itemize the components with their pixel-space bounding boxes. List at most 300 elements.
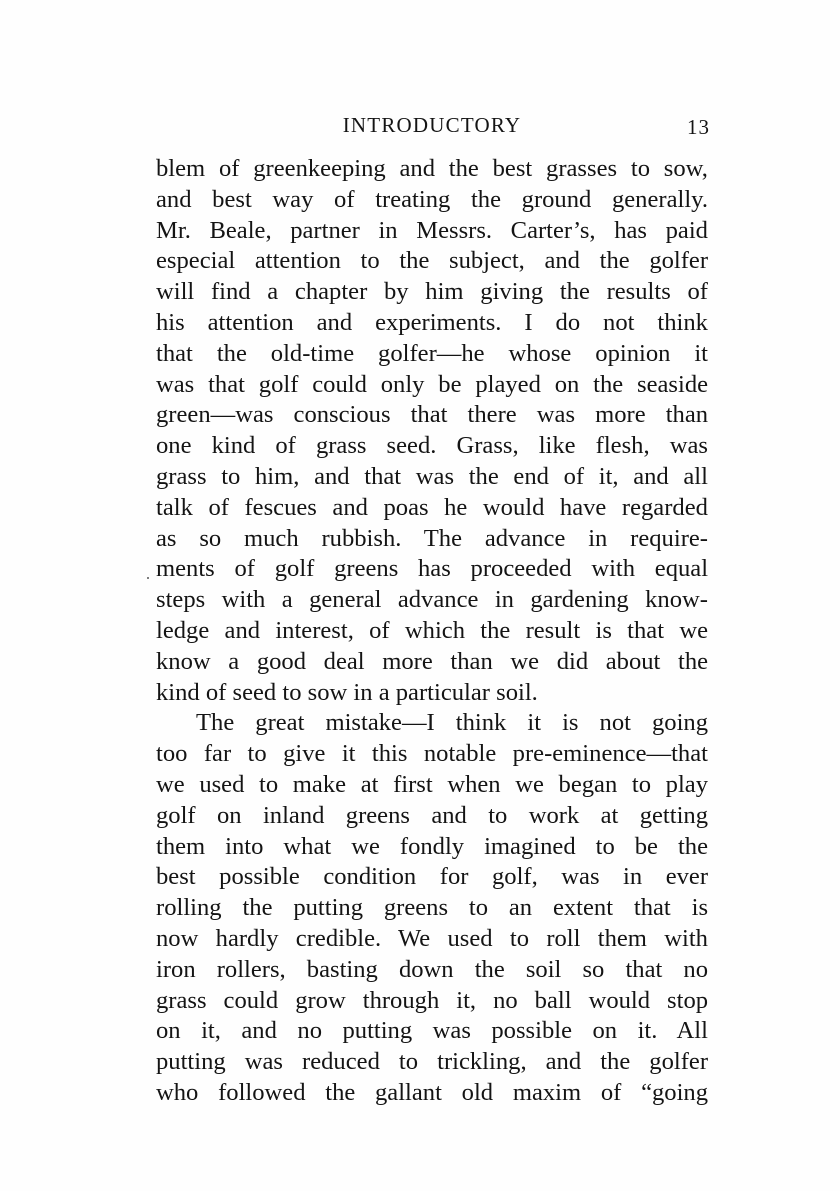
word: on: [216, 801, 242, 829]
word: opinion: [595, 339, 671, 367]
word: greens: [345, 801, 410, 829]
word: great: [255, 709, 305, 737]
word: to: [360, 247, 380, 275]
word: inland: [262, 801, 325, 829]
word: than: [665, 401, 709, 429]
word: Carter’s,: [510, 216, 596, 244]
word: it: [527, 709, 542, 737]
word: we: [510, 647, 540, 675]
word: best: [492, 155, 533, 182]
word: I: [524, 308, 533, 336]
text-line: [156, 493, 708, 524]
word: of: [563, 462, 585, 490]
word: on: [156, 1017, 181, 1045]
word: attention: [207, 308, 294, 336]
word: paid: [665, 216, 708, 244]
word: a: [228, 647, 240, 675]
text-line: [156, 801, 708, 832]
text-line: [156, 216, 708, 247]
word: the: [593, 370, 624, 398]
word: far: [203, 740, 232, 768]
word: rubbish.: [321, 524, 402, 552]
word: results: [606, 278, 671, 306]
word: golf: [274, 555, 315, 583]
word: seed.: [386, 432, 437, 460]
word: them: [156, 832, 206, 860]
word: would: [482, 493, 545, 521]
word: played: [475, 370, 541, 398]
word: it,: [598, 462, 619, 490]
word: “going: [641, 1078, 708, 1106]
word: give: [283, 740, 326, 768]
word: to: [221, 462, 241, 490]
word: it: [341, 740, 356, 768]
word: of: [275, 432, 296, 460]
word: pre-eminence—that: [512, 740, 708, 768]
running-head: [156, 110, 708, 140]
text-line: [156, 739, 708, 770]
word: ledge: [156, 616, 210, 644]
word: grasses: [546, 155, 618, 182]
word: we: [351, 832, 380, 860]
word: this: [371, 740, 408, 768]
word: through: [362, 986, 440, 1014]
word: especial: [156, 247, 236, 275]
word: is: [691, 894, 709, 922]
word: regarded: [621, 493, 708, 521]
word: so: [582, 955, 605, 983]
word: was: [415, 462, 455, 490]
word: golfer: [649, 247, 709, 275]
text-line: [156, 862, 708, 893]
text-line: [156, 185, 708, 216]
word: and: [332, 493, 368, 521]
word: that: [156, 339, 193, 367]
word: soil: [525, 955, 562, 983]
word: to: [259, 770, 279, 798]
word: notable: [423, 740, 497, 768]
word: the: [559, 278, 590, 306]
word: much: [244, 524, 299, 552]
word: all: [683, 462, 708, 490]
word: advance: [397, 586, 479, 614]
text-line: [156, 924, 708, 955]
word: about: [605, 647, 661, 675]
word: rollers,: [216, 955, 286, 983]
word: proceeded: [470, 555, 572, 583]
word: was: [156, 370, 195, 398]
word: the: [325, 1078, 356, 1106]
word: iron: [156, 955, 196, 983]
word: golf,: [491, 863, 538, 891]
word: think: [657, 308, 708, 336]
text-line: [156, 1078, 708, 1109]
word: best: [156, 863, 196, 891]
text-line: [156, 462, 708, 493]
word: imagined: [484, 832, 576, 860]
word: talk: [156, 493, 193, 521]
word: whose: [508, 339, 572, 367]
word: be: [438, 370, 462, 398]
text-line: [156, 554, 708, 585]
word: to: [630, 155, 650, 182]
text-line: [156, 893, 708, 924]
word: of: [334, 185, 355, 213]
word: his: [156, 308, 185, 336]
word: fondly: [399, 832, 465, 860]
word: kind: [211, 432, 256, 460]
word: and: [316, 308, 353, 336]
word: to: [468, 894, 489, 922]
scan-speck: [147, 577, 149, 579]
word: and: [545, 1048, 582, 1076]
text-line: [156, 832, 708, 863]
word: not: [599, 709, 631, 737]
word: putting: [342, 1017, 413, 1045]
word: the: [600, 1048, 631, 1076]
word: the: [677, 832, 708, 860]
word: one: [156, 432, 192, 460]
word: the: [470, 185, 501, 213]
word: of: [234, 555, 255, 583]
word: more: [382, 647, 433, 675]
text-line: [156, 339, 708, 370]
word: in: [494, 586, 514, 614]
word: on: [554, 370, 580, 398]
word: The: [423, 524, 463, 552]
word: followed: [218, 1078, 306, 1106]
word: know-: [645, 586, 708, 614]
word: of: [600, 1078, 622, 1106]
word: hardly: [215, 924, 279, 952]
word: All: [676, 1017, 708, 1045]
word: Messrs.: [416, 216, 493, 244]
word: greens: [383, 894, 449, 922]
word: not: [603, 308, 635, 336]
text-line: [156, 277, 708, 308]
word: deal: [323, 647, 365, 675]
word: could: [223, 986, 279, 1014]
word: on: [592, 1017, 618, 1045]
word: subject,: [449, 247, 525, 275]
word: best: [212, 185, 252, 213]
text-line: [156, 1047, 708, 1078]
word: and: [241, 1017, 277, 1045]
word: way: [272, 185, 314, 213]
word: steps: [156, 586, 206, 614]
word: we: [156, 770, 185, 798]
word: them: [597, 924, 647, 952]
word: generally.: [611, 185, 709, 213]
word: has: [614, 216, 647, 244]
word: to: [247, 740, 267, 768]
word: green—was: [156, 401, 274, 429]
page-number: 13: [687, 115, 710, 139]
word: did: [556, 647, 589, 675]
word: that: [208, 370, 245, 398]
word: in: [378, 216, 398, 244]
word: in: [623, 863, 643, 891]
word: blem: [156, 155, 206, 182]
word: giving: [480, 278, 544, 306]
word: have: [559, 493, 607, 521]
word: grass: [156, 462, 207, 490]
word: extent: [552, 894, 614, 922]
word: and: [156, 185, 192, 213]
word: conscious: [293, 401, 391, 429]
text-line: [156, 955, 708, 986]
word: and: [314, 462, 350, 490]
word: with: [664, 924, 708, 952]
word: possible: [491, 1017, 572, 1045]
word: ever: [665, 863, 709, 891]
word: of: [687, 278, 708, 306]
word: the: [399, 247, 430, 275]
word: fescues: [244, 493, 317, 521]
word: find: [210, 278, 251, 306]
word: equal: [654, 555, 709, 583]
word: an: [508, 894, 533, 922]
word: has: [418, 555, 451, 583]
word: would: [588, 986, 651, 1014]
word: chapter: [294, 278, 368, 306]
word: was: [669, 432, 708, 460]
word: possible: [219, 863, 300, 891]
word: to: [488, 801, 508, 829]
word: greenkeeping: [253, 155, 386, 182]
word: that: [625, 955, 663, 983]
word: grow: [295, 986, 346, 1014]
word: began: [558, 770, 618, 798]
word: a: [281, 586, 293, 614]
text-line: [156, 400, 708, 431]
word: he: [444, 493, 468, 521]
word: with: [221, 586, 266, 614]
word: greens: [334, 555, 399, 583]
word: poas: [383, 493, 429, 521]
word: was: [536, 401, 576, 429]
word: a: [267, 278, 279, 306]
paragraph-1: [156, 154, 708, 708]
word: good: [256, 647, 307, 675]
word: result: [525, 616, 581, 644]
text-line: [156, 585, 708, 616]
word: when: [447, 770, 501, 798]
word: into: [225, 832, 264, 860]
word: of: [369, 616, 390, 644]
word: golfer—he: [378, 339, 485, 367]
text-line: [156, 986, 708, 1017]
word: the: [474, 955, 505, 983]
word: know: [156, 647, 211, 675]
text-line: kind of seed to sow in a particular soil.: [156, 678, 538, 706]
word: it,: [201, 1017, 221, 1045]
text-line: [156, 1016, 708, 1047]
word: the: [678, 647, 709, 675]
word: him: [425, 278, 464, 306]
word: be: [634, 832, 658, 860]
word: at: [360, 770, 379, 798]
word: attention: [254, 247, 341, 275]
word: used: [199, 770, 245, 798]
word: think: [455, 709, 507, 737]
word: could: [312, 370, 367, 398]
word: that: [627, 616, 665, 644]
word: to: [595, 832, 615, 860]
word: old-time: [270, 339, 355, 367]
word: ball: [534, 986, 572, 1014]
word: stop: [667, 986, 709, 1014]
word: used: [447, 924, 493, 952]
word: condition: [323, 863, 417, 891]
word: will: [156, 278, 195, 306]
word: advance: [484, 524, 566, 552]
word: down: [398, 955, 454, 983]
word: flesh,: [595, 432, 650, 460]
word: which: [404, 616, 465, 644]
word: and: [224, 616, 261, 644]
word: trickling,: [437, 1048, 527, 1076]
word: the: [480, 616, 511, 644]
word: reduced: [302, 1048, 380, 1076]
word: make: [292, 770, 347, 798]
word: we: [679, 616, 708, 644]
word: Mr.: [156, 216, 191, 244]
word: and: [399, 155, 436, 182]
word: only: [380, 370, 425, 398]
word: of: [208, 493, 229, 521]
word: the: [216, 339, 247, 367]
word: is: [595, 616, 612, 644]
word: there: [467, 401, 517, 429]
word: general: [309, 586, 382, 614]
word: that: [364, 462, 402, 490]
word: putting: [293, 894, 364, 922]
word: was: [432, 1017, 471, 1045]
word: no: [297, 1017, 322, 1045]
word: is: [562, 709, 579, 737]
word: treating: [375, 185, 451, 213]
word: credible.: [295, 924, 382, 952]
word: was: [561, 863, 600, 891]
word: was: [244, 1048, 283, 1076]
word: like: [538, 432, 576, 460]
word: interest,: [275, 616, 354, 644]
word: as: [156, 524, 177, 552]
word: end: [513, 462, 549, 490]
word: by: [384, 278, 409, 306]
text-line: [156, 708, 708, 739]
word: to: [631, 770, 652, 798]
word: now: [156, 924, 199, 952]
word: getting: [639, 801, 709, 829]
word: golf: [258, 370, 299, 398]
word: require-: [630, 524, 708, 552]
word: do: [555, 308, 581, 336]
word: maxim: [512, 1078, 582, 1106]
text-line: [156, 431, 708, 462]
word: golfer: [649, 1048, 709, 1076]
word: no: [493, 986, 518, 1014]
word: sow,: [663, 155, 708, 182]
word: ments: [156, 555, 215, 583]
word: it,: [456, 986, 477, 1014]
word: grass: [156, 986, 207, 1014]
word: partner: [290, 216, 360, 244]
body-text: [156, 154, 708, 1109]
word: seaside: [637, 370, 709, 398]
word: too: [156, 740, 188, 768]
word: old: [461, 1078, 494, 1106]
word: grass: [315, 432, 367, 460]
text-line: [156, 308, 708, 339]
word: roll: [546, 924, 581, 952]
word: and: [544, 247, 580, 275]
text-line: [156, 524, 708, 555]
word: putting: [156, 1048, 226, 1076]
word: Grass,: [456, 432, 519, 460]
word: ground: [521, 185, 592, 213]
word: to: [398, 1048, 419, 1076]
word: at: [600, 801, 619, 829]
word: and: [633, 462, 669, 490]
word: the: [599, 247, 630, 275]
word: so: [199, 524, 222, 552]
word: to: [509, 924, 530, 952]
word: play: [665, 770, 708, 798]
text-line: [156, 647, 708, 678]
word: of: [218, 155, 240, 182]
word: gardening: [530, 586, 629, 614]
word: it.: [637, 1017, 658, 1045]
text-line: [156, 370, 708, 401]
word: golf: [156, 801, 196, 829]
word: We: [398, 924, 431, 952]
word: for: [439, 863, 469, 891]
word: with: [591, 555, 636, 583]
word: The: [196, 709, 235, 737]
word: in: [588, 524, 608, 552]
text-line: [156, 616, 708, 647]
word: that: [633, 894, 671, 922]
word: that: [410, 401, 448, 429]
text-line: [156, 246, 708, 277]
word: rolling: [156, 894, 222, 922]
word: gallant: [375, 1078, 442, 1106]
word: more: [595, 401, 646, 429]
word: the: [242, 894, 273, 922]
word: the: [448, 155, 479, 182]
word: experiments.: [375, 308, 502, 336]
word: mistake—I: [325, 709, 435, 737]
word: no: [683, 955, 709, 983]
word: basting: [306, 955, 378, 983]
word: it: [694, 339, 709, 367]
paragraph-2: [156, 708, 708, 1108]
word: Beale,: [209, 216, 272, 244]
word: and: [431, 801, 467, 829]
word: than: [450, 647, 493, 675]
text-line: [156, 770, 708, 801]
running-title: INTRODUCTORY: [342, 113, 522, 137]
word: what: [283, 832, 332, 860]
word: first: [393, 770, 433, 798]
word: going: [651, 709, 709, 737]
word: who: [156, 1078, 199, 1106]
word: him,: [255, 462, 300, 490]
word: we: [515, 770, 544, 798]
word: the: [468, 462, 499, 490]
